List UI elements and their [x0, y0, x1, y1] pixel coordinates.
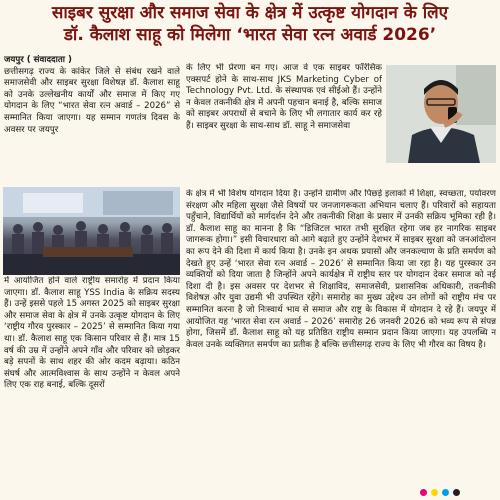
column-2-bottom	[186, 189, 496, 485]
cyan-dot	[442, 489, 449, 496]
headline	[0, 2, 500, 46]
column-1-top	[4, 55, 180, 185]
portrait-photo	[386, 65, 496, 163]
column-2-top-text: के लिए भी प्रेरणा बन गए। आज वे एक साइबर फॉरेंसिक एक्सपर्ट होने के साथ-साथ JKS Marketing Cyber of Technology Pvt. Ltd. के संस्थापक एवं सीईओ हैं। उन्होंने न केवल तकनीकी क्षेत्र में अपनी पहचान बनाई है, बल्कि समाज को साइबर अपराधों से बचाने के लिए भी लगातार कार्य कर रहे हैं। साइबर सुरक्षा के साथ-साथ डॉ. साहू ने समाजसेवा	[186, 63, 382, 131]
magenta-dot	[420, 489, 427, 496]
black-dot	[453, 489, 460, 496]
dateline: जयपुर ( संवाददाता )	[4, 55, 72, 65]
column-1-bottom-text: में आयोजित होने वाले राष्ट्रीय समारोह में प्रदान किया जाएगा। डॉ. कैलाश साहू YSS India के सक्रिय सदस्य हैं। उन्हें इससे पहले 15 अगस्त 2025 को साइबर सुरक्षा और समाज सेवा के क्षेत्र में उनके उत्कृष्ट योगदान के लिए ‘राष्ट्रीय गौरव पुरस्कार – 2025’ से सम्मानित किया गया था। डॉ. कैलाश साहू एक किसान परिवार से हैं। मात्र 15 वर्ष की उम्र में उन्होंने अपने गाँव और परिवार को छोड़कर बड़े सपनों के साथ शहर की ओर कदम बढ़ाया। कठिन संघर्ष और आत्मविश्वास के साथ उन्होंने न केवल अपने लिए एक राह बनाई, बल्कि दूसरों	[4, 276, 180, 391]
headline-line-2: डॉ. कैलाश साहू को मिलेगा ‘भारत सेवा रत्न अवार्ड 2026’	[63, 25, 437, 45]
event-group-photo	[3, 187, 180, 275]
column-1-bottom	[4, 276, 180, 484]
headline-line-1: साइबर सुरक्षा और समाज सेवा के क्षेत्र में उत्कृष्ट योगदान के लिए	[51, 3, 449, 23]
column-2-bottom-text: के क्षेत्र में भी विशेष योगदान दिया है। उन्होंने ग्रामीण और पिछड़े इलाकों में शिक्षा, स्वच्छता, पर्यावरण संरक्षण और महिला सुरक्षा जैसे विषयों पर जनजागरूकता अभियान चलाए हैं। परिवारों को सहायता पहुँचाने, विद्यार्थियों को मार्गदर्शन देने और तकनीकी शिक्षा के प्रसार में उनकी सक्रिय भूमिका रही है। डॉ. कैलाश साहू का मानना है कि “डिजिटल भारत तभी सुरक्षित रहेगा जब हर नागरिक साइबर जागरूक होगा।” इसी विचारधारा को आगे बढ़ाते हुए उन्होंने देशभर में साइबर सुरक्षा को जनआंदोलन का रूप देने की दिशा में कार्य किया है। उनके इन अथक प्रयासों और जनकल्याण के प्रति समर्पण को देखते हुए उन्हें ‘भारत सेवा रत्न अवार्ड – 2026’ से सम्मानित किया जा रहा है। यह पुरस्कार उन व्यक्तियों को दिया जाता है जिन्होंने अपने कार्यक्षेत्र में राष्ट्रीय स्तर पर योगदान देकर समाज को नई दिशा दी है। इस अवसर पर देशभर से शिक्षाविद, समाजसेवी, प्रशासनिक अधिकारी, तकनीकी विशेषज्ञ और युवा उद्यमी भी उपस्थित रहेंगे। समारोह का मुख्य उद्देश्य उन लोगों को राष्ट्रीय मंच पर सम्मानित करना है जो निःस्वार्थ भाव से समाज और राष्ट्र के विकास में योगदान दे रहे हैं। जयपुर में आयोजित यह ‘भारत सेवा रत्न अवार्ड – 2026’ समारोह 26 जनवरी 2026 को भव्य रूप से संपन्न होगा, जिसमें डॉ. कैलाश साहू को यह प्रतिष्ठित राष्ट्रीय सम्मान प्रदान किया जाएगा। यह उपलब्धि न केवल उनके व्यक्तिगत समर्पण का प्रतीक है बल्कि छत्तीसगढ़ राज्य के लिए भी गौरव का विषय है।	[186, 189, 496, 350]
yellow-dot	[431, 489, 438, 496]
column-1-top-text: छत्तीसगढ़ राज्य के कांकेर जिले से संबंध रखने वाले समाजसेवी और साइबर सुरक्षा विशेषज्ञ डॉ. कैलाश साहू को उनके उल्लेखनीय कार्यों और समाज में किए गए योगदान के लिए “भारत सेवा रत्न अवार्ड – 2026” से सम्मानित किया जाएगा। यह सम्मान गणतंत्र दिवस के अवसर पर जयपुर	[4, 66, 180, 135]
registration-dots	[420, 489, 460, 496]
column-2-top	[186, 63, 382, 189]
